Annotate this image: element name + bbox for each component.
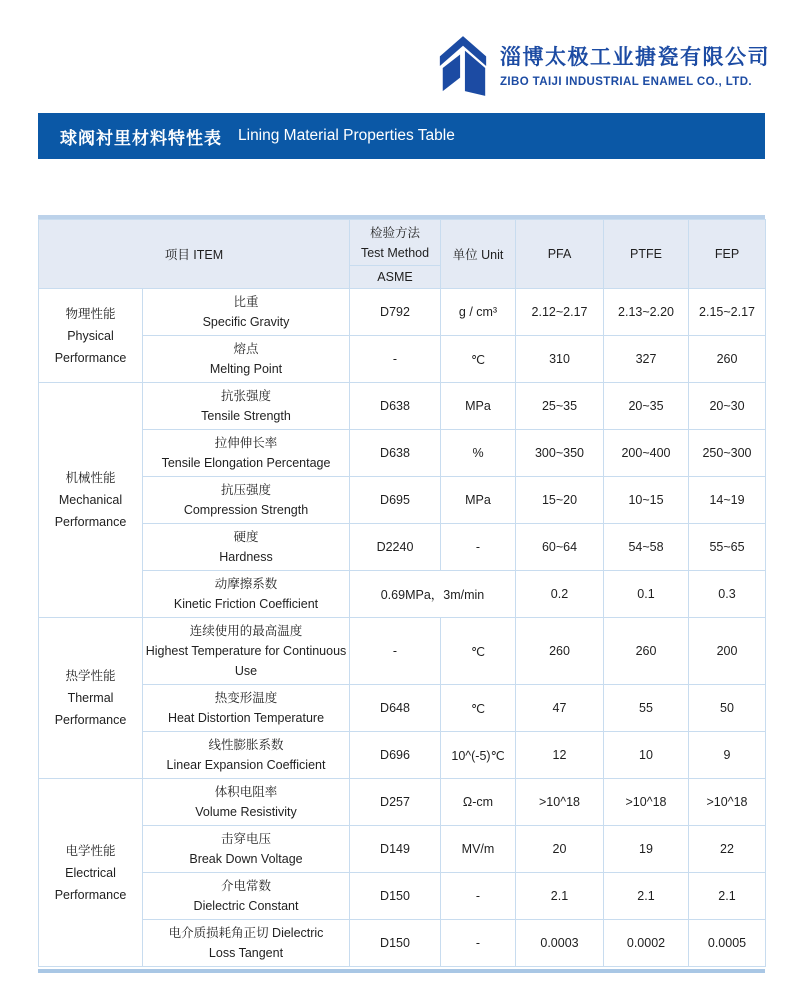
- company-logo-icon: [436, 36, 490, 98]
- value-cell-ptfe: 0.1: [604, 571, 689, 618]
- header-test-method-en: Test Method: [360, 246, 430, 260]
- value-cell-fep: 50: [689, 685, 766, 732]
- method-cell: D149: [350, 826, 441, 873]
- value-cell-pfa: 2.12~2.17: [516, 289, 604, 336]
- category-en: Physical Performance: [54, 328, 127, 365]
- value-cell-fep: 22: [689, 826, 766, 873]
- table-row: [39, 920, 766, 967]
- property-en: Volume Resistivity: [195, 805, 297, 819]
- unit-cell: -: [441, 920, 516, 967]
- property-en: Specific Gravity: [202, 315, 290, 329]
- header-test-method-std: ASME: [377, 270, 413, 284]
- page-title-en: Lining Material Properties Table: [238, 127, 455, 144]
- category-zh: 机械性能: [65, 471, 116, 485]
- unit-cell: ℃: [441, 618, 516, 685]
- table-row: [39, 571, 766, 618]
- header-material-ptfe: PTFE: [604, 220, 689, 289]
- method-cell: -: [350, 618, 441, 685]
- value-cell-ptfe: >10^18: [604, 779, 689, 826]
- unit-cell: ℃: [441, 336, 516, 383]
- value-cell-pfa: 47: [516, 685, 604, 732]
- value-cell-ptfe: 19: [604, 826, 689, 873]
- property-en: Compression Strength: [183, 503, 309, 517]
- header-material-pfa: PFA: [516, 220, 604, 289]
- header-test-method: [350, 220, 441, 289]
- header-material-fep: FEP: [689, 220, 766, 289]
- property-cell: [143, 477, 350, 524]
- property-cell: [143, 779, 350, 826]
- table-bottom-strip: [38, 969, 765, 973]
- value-cell-fep: 20~30: [689, 383, 766, 430]
- method-cell: D696: [350, 732, 441, 779]
- property-en: Heat Distortion Temperature: [167, 711, 325, 725]
- method-cell: D150: [350, 920, 441, 967]
- unit-cell: MPa: [441, 477, 516, 524]
- value-cell-fep: 9: [689, 732, 766, 779]
- table-row: [39, 336, 766, 383]
- value-cell-pfa: 20: [516, 826, 604, 873]
- header-test-method-zh: 检验方法: [369, 226, 420, 240]
- property-zh: 硬度: [233, 530, 259, 544]
- table-row: [39, 732, 766, 779]
- category-en: Thermal Performance: [54, 691, 127, 727]
- property-zh: 连续使用的最高温度: [189, 624, 303, 638]
- category-en: Mechanical Performance: [54, 493, 127, 529]
- value-cell-fep: 14~19: [689, 477, 766, 524]
- property-cell: [143, 383, 350, 430]
- property-zh: 体积电阻率: [214, 785, 278, 799]
- method-cell: D695: [350, 477, 441, 524]
- method-cell: D2240: [350, 524, 441, 571]
- property-zh: 热变形温度: [214, 691, 278, 705]
- property-zh: 击穿电压: [220, 832, 271, 846]
- value-cell-pfa: 310: [516, 336, 604, 383]
- table-row: [39, 383, 766, 430]
- property-cell: [143, 826, 350, 873]
- property-cell: [143, 732, 350, 779]
- method-cell: -: [350, 336, 441, 383]
- property-en: Break Down Voltage: [189, 852, 303, 866]
- method-unit-merged-cell: 0.69MPa，3m/min: [350, 571, 516, 618]
- value-cell-pfa: 2.1: [516, 873, 604, 920]
- property-en: Loss Tangent: [208, 946, 284, 960]
- property-cell: [143, 685, 350, 732]
- unit-cell: %: [441, 430, 516, 477]
- unit-cell: -: [441, 873, 516, 920]
- table-row: [39, 779, 766, 826]
- value-cell-pfa: 15~20: [516, 477, 604, 524]
- value-cell-ptfe: 10~15: [604, 477, 689, 524]
- category-zh: 物理性能: [65, 306, 116, 321]
- method-cell: D648: [350, 685, 441, 732]
- table-row: [39, 618, 766, 685]
- property-en: Melting Point: [209, 362, 283, 376]
- property-zh: 熔点: [233, 342, 259, 356]
- category-cell-thermal: [39, 618, 143, 779]
- table-row: [39, 685, 766, 732]
- property-cell: [143, 289, 350, 336]
- method-cell: D792: [350, 289, 441, 336]
- property-en: Tensile Elongation Percentage: [161, 456, 331, 470]
- value-cell-pfa: >10^18: [516, 779, 604, 826]
- property-en: Dielectric Constant: [193, 899, 299, 913]
- value-cell-pfa: 0.2: [516, 571, 604, 618]
- table-row: [39, 826, 766, 873]
- page-title-zh: 球阀衬里材料特性表: [60, 128, 222, 148]
- table-row: [39, 873, 766, 920]
- property-cell: [143, 873, 350, 920]
- header-unit: 单位 Unit: [441, 220, 516, 289]
- value-cell-ptfe: 0.0002: [604, 920, 689, 967]
- property-en: Hardness: [219, 550, 273, 564]
- table-header-row: [39, 220, 766, 289]
- value-cell-ptfe: 10: [604, 732, 689, 779]
- header-item: 项目 ITEM: [39, 220, 350, 289]
- value-cell-fep: 260: [689, 336, 766, 383]
- value-cell-fep: 0.0005: [689, 920, 766, 967]
- company-logo: [436, 36, 770, 98]
- table-row: [39, 477, 766, 524]
- category-en: Electrical Performance: [54, 865, 127, 902]
- value-cell-ptfe: 55: [604, 685, 689, 732]
- company-name-en: ZIBO TAIJI INDUSTRIAL ENAMEL CO., LTD.: [500, 75, 753, 88]
- property-zh: 线性膨胀系数: [208, 738, 284, 752]
- unit-cell: 10^(-5)℃: [441, 732, 516, 779]
- property-zh: 电介质损耗角正切 Dielectric: [168, 926, 324, 940]
- table-row: [39, 524, 766, 571]
- property-cell: [143, 618, 350, 685]
- company-name-zh: 淄博太极工业搪瓷有限公司: [500, 45, 770, 69]
- table-row: [39, 289, 766, 336]
- property-cell: [143, 336, 350, 383]
- value-cell-fep: 200: [689, 618, 766, 685]
- value-cell-pfa: 25~35: [516, 383, 604, 430]
- value-cell-ptfe: 327: [604, 336, 689, 383]
- method-cell: D150: [350, 873, 441, 920]
- category-zh: 电学性能: [65, 843, 116, 858]
- property-zh: 拉伸伸长率: [214, 436, 278, 450]
- method-cell: D257: [350, 779, 441, 826]
- value-cell-ptfe: 20~35: [604, 383, 689, 430]
- value-cell-pfa: 260: [516, 618, 604, 685]
- value-cell-fep: 55~65: [689, 524, 766, 571]
- value-cell-fep: >10^18: [689, 779, 766, 826]
- unit-cell: MV/m: [441, 826, 516, 873]
- value-cell-ptfe: 2.1: [604, 873, 689, 920]
- value-cell-fep: 2.15~2.17: [689, 289, 766, 336]
- property-zh: 比重: [233, 295, 259, 309]
- unit-cell: Ω-cm: [441, 779, 516, 826]
- category-cell-electrical: [39, 779, 143, 967]
- properties-table-section: [38, 215, 765, 973]
- value-cell-pfa: 60~64: [516, 524, 604, 571]
- table-row: [39, 430, 766, 477]
- value-cell-fep: 0.3: [689, 571, 766, 618]
- unit-cell: g / cm³: [441, 289, 516, 336]
- property-cell: [143, 571, 350, 618]
- value-cell-ptfe: 54~58: [604, 524, 689, 571]
- property-zh: 介电常数: [220, 879, 271, 893]
- property-en: Kinetic Friction Coefficient: [173, 597, 319, 611]
- page-title-bar: [38, 113, 765, 159]
- properties-table: [38, 219, 766, 967]
- method-cell: D638: [350, 383, 441, 430]
- property-zh: 抗压强度: [220, 483, 271, 497]
- value-cell-pfa: 12: [516, 732, 604, 779]
- unit-cell: -: [441, 524, 516, 571]
- unit-cell: MPa: [441, 383, 516, 430]
- category-zh: 热学性能: [65, 669, 116, 683]
- property-cell: [143, 920, 350, 967]
- unit-cell: ℃: [441, 685, 516, 732]
- value-cell-pfa: 300~350: [516, 430, 604, 477]
- property-cell: [143, 524, 350, 571]
- value-cell-pfa: 0.0003: [516, 920, 604, 967]
- value-cell-fep: 2.1: [689, 873, 766, 920]
- property-zh: 动摩擦系数: [214, 577, 278, 591]
- property-cell: [143, 430, 350, 477]
- property-en: Highest Temperature for Continuous Use: [145, 644, 347, 678]
- category-cell-mechanical: [39, 383, 143, 618]
- value-cell-ptfe: 260: [604, 618, 689, 685]
- value-cell-ptfe: 200~400: [604, 430, 689, 477]
- category-cell-physical: [39, 289, 143, 383]
- property-en: Tensile Strength: [201, 409, 291, 423]
- value-cell-ptfe: 2.13~2.20: [604, 289, 689, 336]
- property-en: Linear Expansion Coefficient: [166, 758, 326, 772]
- method-cell: D638: [350, 430, 441, 477]
- property-zh: 抗张强度: [220, 389, 271, 403]
- value-cell-fep: 250~300: [689, 430, 766, 477]
